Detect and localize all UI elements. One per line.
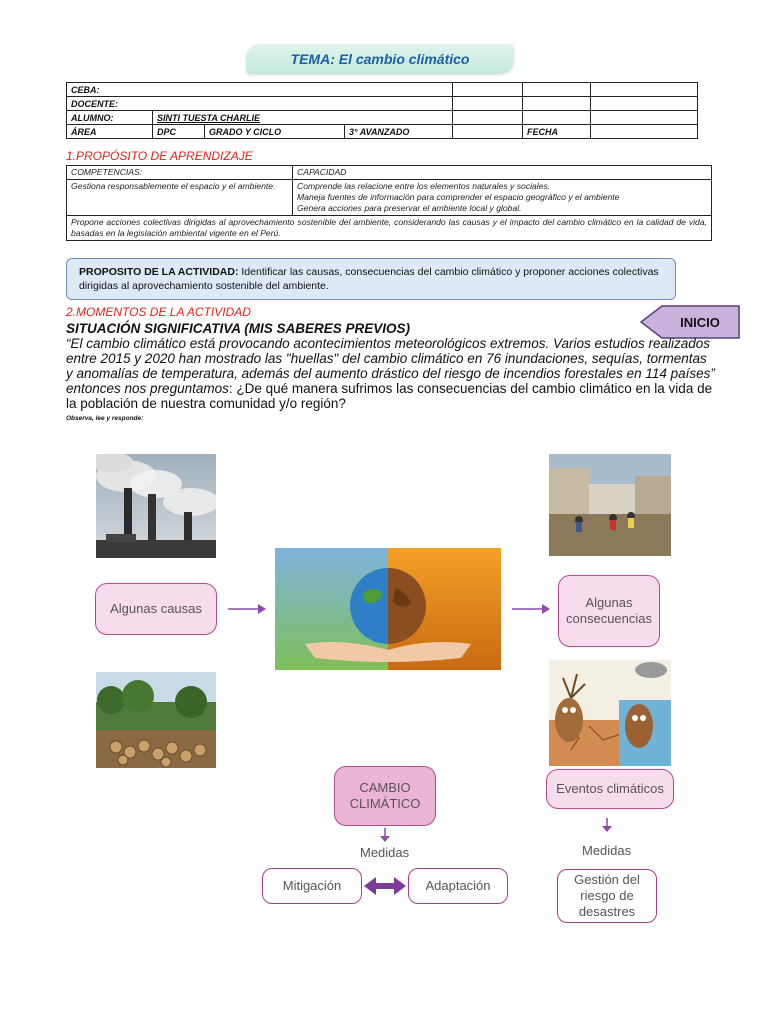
algunas-causas-label: Algunas causas: [110, 601, 202, 616]
proposito-text: Propone acciones colectivas dirigidas al aprovechamiento sostenible del ambiente, considerando las causas y el impacto del cambio climático en la calidad de vida, basadas en la legislación ambiental vigente en el Perú.: [67, 216, 712, 241]
gestion-label-line2: riesgo de: [580, 888, 634, 903]
factory-smokestacks-image: [96, 454, 216, 558]
cambio-label-line1: CAMBIO: [359, 780, 411, 795]
fecha-label: FECHA: [523, 125, 591, 139]
adaptacion-label: Adaptación: [425, 878, 491, 893]
capacidades-cell: [293, 180, 712, 216]
area-label: ÁREA: [67, 125, 153, 139]
capacidad-item: Maneja fuentes de información para comprender el espacio geográfico y el ambiente: [297, 192, 620, 202]
capacidad-item: Comprende las relacione entre los elementos naturales y sociales.: [297, 181, 551, 191]
medidas-label-right: Medidas: [582, 843, 632, 858]
situacion-quote: “El cambio climático está provocando acontecimientos meteorológicos extremos. Varios estudios realizados entre 2015 y 2020 han mostrado las "huellas" del cambio climático en 76 inundaciones, sequías, tormentas y anomalías de temperatura, además del aumento drástico del riesgo de incendios forestales en 114 países” entonces nos preguntamos: [66, 336, 715, 396]
section-heading-proposito: 1.PROPÓSITO DE APRENDIZAJE: [66, 149, 253, 163]
consecuencias-label-line1: Algunas: [585, 595, 633, 610]
arrow-right-icon: [226, 602, 266, 616]
proposito-actividad-box: [66, 258, 676, 300]
inicio-arrow: [640, 305, 740, 339]
competencias-table: [66, 165, 712, 241]
eventos-climaticos-label: Eventos climáticos: [556, 781, 664, 796]
drought-cartoon-image: [549, 660, 671, 766]
earth-in-hands-image: [275, 548, 501, 670]
consecuencias-label-line2: consecuencias: [566, 611, 652, 626]
grado-label: GRADO Y CICLO: [205, 125, 345, 139]
mitigacion-label: Mitigación: [282, 878, 342, 893]
ceba-cell: CEBA:: [67, 83, 453, 97]
alumno-label: ALUMNO:: [67, 111, 153, 125]
situacion-question: : ¿De qué manera sufrimos las consecuencias del cambio climático en la vida de la población de nuestra comunidad y/o región?: [66, 381, 713, 411]
medidas-label-left: Medidas: [360, 845, 410, 860]
arrow-right-icon: [510, 602, 550, 616]
eventos-climaticos-box: [546, 769, 674, 809]
alumno-value: SINTI TUESTA CHARLIE: [153, 111, 453, 125]
adaptacion-box: [408, 868, 508, 904]
docente-cell: DOCENTE:: [67, 97, 453, 111]
gestion-label-line3: desastres: [578, 904, 636, 919]
gestion-riesgo-box: [557, 869, 657, 923]
algunas-causas-box: [95, 583, 217, 635]
situacion-title: SITUACIÓN SIGNIFICATIVA (MIS SABERES PREVIOS): [66, 321, 411, 336]
algunas-consecuencias-box: [558, 575, 660, 647]
flood-image: [549, 454, 671, 556]
section-heading-momentos: 2.MOMENTOS DE LA ACTIVIDAD: [66, 305, 251, 319]
page-title: TEMA: El cambio climático: [290, 51, 470, 67]
competencia-text: Gestiona responsablemente el espacio y el ambiente.: [67, 180, 293, 216]
capacidad-header: CAPACIDAD: [293, 166, 712, 180]
observa-instruction: Observa, lee y responde:: [66, 415, 144, 422]
double-arrow-icon: [364, 876, 406, 896]
title-banner: [246, 44, 514, 74]
situacion-text: [66, 336, 716, 411]
arrow-down-icon: [601, 818, 613, 832]
grado-value: 3° AVANZADO: [345, 125, 453, 139]
gestion-label-line1: Gestión del: [574, 872, 640, 887]
arrow-down-icon: [379, 828, 391, 842]
proposito-actividad-text: Identificar las causas, consecuencias del cambio climático y proponer acciones colectivas dirigidas al aprovechamiento sostenible del ambiente.: [79, 266, 659, 292]
area-value: DPC: [153, 125, 205, 139]
inicio-label: INICIO: [680, 314, 720, 330]
competencias-header: COMPETENCIAS:: [67, 166, 293, 180]
cambio-climatico-box: [334, 766, 436, 826]
deforestation-image: [96, 672, 216, 768]
info-table: [66, 82, 698, 139]
capacidad-item: Genera acciones para preservar el ambiente local y global.: [297, 203, 522, 213]
mitigacion-box: [262, 868, 362, 904]
proposito-actividad-label: PROPOSITO DE LA ACTIVIDAD:: [79, 266, 239, 278]
cambio-label-line2: CLIMÁTICO: [349, 796, 421, 811]
